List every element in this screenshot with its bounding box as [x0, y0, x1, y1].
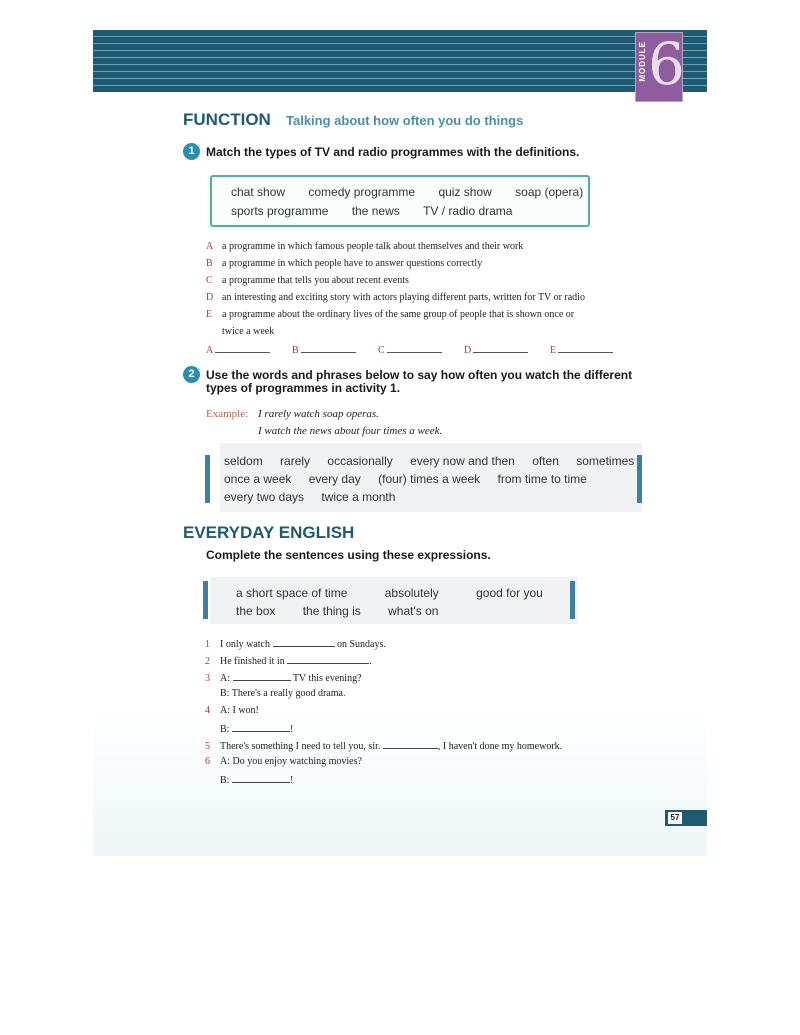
answer-blank-b[interactable]: B: [292, 345, 356, 356]
phrase-every-day: every day: [308, 472, 361, 486]
definition-a: A a programme in which famous people talk about themselves and their work: [206, 241, 524, 252]
expressions-box: [210, 577, 578, 624]
header-band: [93, 30, 707, 92]
sentence-4a: 4 A: I won!: [205, 705, 259, 716]
activity-1-instruction: Match the types of TV and radio programmes with the definitions.: [206, 145, 580, 159]
function-heading: FUNCTION: [183, 110, 271, 129]
definition-e: E a programme about the ordinary lives of the same group of people that is shown once or: [206, 309, 575, 320]
expr-box-left-bar: [203, 581, 208, 619]
box-left-bar: [205, 455, 210, 503]
word-chat-show: chat show: [231, 185, 286, 199]
word-sports-programme: sports programme: [231, 204, 329, 218]
phrase-twice-a-month: twice a month: [321, 490, 396, 504]
word-comedy-programme: comedy programme: [308, 185, 416, 199]
phrase-seldom: seldom: [224, 454, 263, 468]
phrase-from-time-to-time: from time to time: [497, 472, 587, 486]
module-number: 6: [648, 30, 685, 98]
activity-2-number: 2: [183, 366, 200, 383]
expr-good-for-you: good for you: [476, 586, 543, 600]
expr-a-short-space-of-time: a short space of time: [236, 586, 348, 600]
expr-the-box: the box: [236, 604, 276, 618]
activity-2-instruction-line-1: Use the words and phrases below to say how often you watch the different: [206, 368, 633, 382]
phrase-once-a-week: once a week: [224, 472, 292, 486]
sentence-1: 1 I only watch on Sundays.: [205, 639, 386, 650]
sentence-5-blank[interactable]: [383, 739, 438, 749]
phrase-occasionally: occasionally: [327, 454, 393, 468]
sentence-2-blank[interactable]: [287, 654, 369, 664]
expr-box-right-bar: [570, 581, 575, 619]
sentence-6b: B: !: [220, 775, 294, 786]
sentence-6a: 6 A: Do you enjoy watching movies?: [205, 756, 362, 767]
definition-b: B a programme in which people have to answer questions correctly: [206, 258, 483, 269]
function-subheading: Talking about how often you do things: [286, 113, 524, 128]
activity-1-number: 1: [183, 143, 200, 160]
phrase-every-now-and-then: every now and then: [410, 454, 515, 468]
sentence-5: 5 There's something I need to tell you, sir. , I haven't done my homework.: [205, 741, 563, 752]
phrase-often: often: [532, 454, 559, 468]
sentence-3-blank[interactable]: [233, 671, 291, 681]
phrase-sometimes: sometimes: [576, 454, 635, 468]
page-number: 57: [667, 811, 683, 825]
phrase-every-two-days: every two days: [224, 490, 305, 504]
definition-c: C a programme that tells you about recent events: [206, 275, 409, 286]
answer-blank-a[interactable]: A: [206, 345, 270, 356]
answer-blank-d[interactable]: D: [464, 345, 528, 356]
example-sentence-1: I rarely watch soap operas.: [258, 408, 379, 420]
example-label: Example:: [206, 408, 249, 420]
programme-types-box: [210, 175, 590, 227]
word-quiz-show: quiz show: [438, 185, 492, 199]
phrase-four-times-a-week: (four) times a week: [378, 472, 481, 486]
everyday-english-instruction: Complete the sentences using these expressions.: [206, 548, 491, 562]
box-right-bar: [637, 455, 642, 503]
word-tv-radio-drama: TV / radio drama: [423, 204, 513, 218]
sentence-4b: B: !: [220, 724, 294, 735]
sentence-1-blank[interactable]: [273, 637, 335, 647]
sentence-2: 2 He finished it in .: [205, 656, 372, 667]
expr-whats-on: what's on: [388, 604, 439, 618]
answer-blank-c[interactable]: C: [378, 345, 442, 356]
everyday-english-heading: EVERYDAY ENGLISH: [183, 523, 355, 542]
word-the-news: the news: [351, 204, 400, 218]
expr-the-thing-is: the thing is: [302, 604, 361, 618]
definition-d: D an interesting and exciting story with actors playing different parts, written for TV or radio: [206, 292, 585, 303]
sentence-3b: B: There's a really good drama.: [220, 688, 346, 699]
answer-blank-e[interactable]: E: [550, 345, 613, 356]
sentence-6-blank[interactable]: [232, 773, 290, 783]
activity-2-instruction-line-2: types of programmes in activity 1.: [206, 381, 401, 395]
sentence-3a: 3 A: TV this evening?: [205, 673, 362, 684]
word-soap-opera: soap (opera): [515, 185, 584, 199]
sentence-4-blank[interactable]: [232, 722, 290, 732]
expr-absolutely: absolutely: [384, 586, 439, 600]
module-label: MODULE: [638, 41, 647, 82]
phrase-rarely: rarely: [280, 454, 311, 468]
definition-e-continued: twice a week: [222, 326, 275, 337]
example-sentence-2: I watch the news about four times a week.: [258, 425, 443, 437]
module-badge: [635, 32, 683, 102]
textbook-page: [93, 30, 707, 856]
frequency-words-box: [220, 443, 642, 512]
